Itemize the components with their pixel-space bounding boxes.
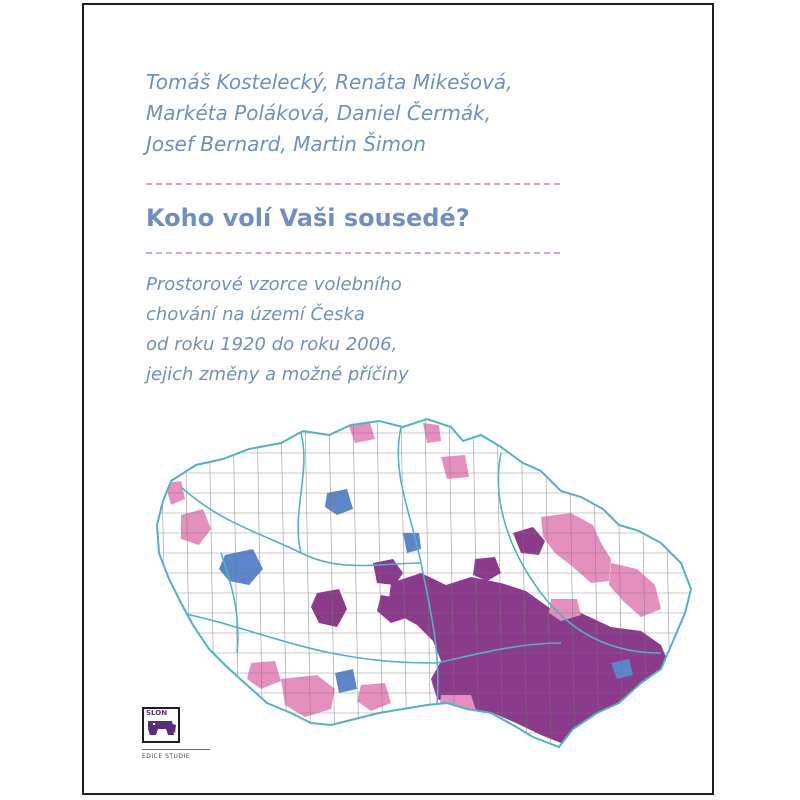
author-line: Josef Bernard, Martin Šimon	[146, 132, 426, 156]
subtitle-line: chování na území Česka	[146, 304, 365, 325]
book-cover	[82, 3, 714, 795]
subtitle-line: od roku 1920 do roku 2006,	[146, 334, 398, 355]
author-line: Tomáš Kostelecký, Renáta Mikešová,	[146, 70, 513, 94]
book-subtitle	[146, 270, 409, 390]
dashed-divider-bottom	[146, 252, 560, 254]
dashed-divider-top	[146, 183, 560, 185]
publisher-logo	[142, 707, 210, 761]
author-line: Markéta Poláková, Daniel Čermák,	[146, 101, 492, 125]
book-title: Koho volí Vaši sousedé?	[146, 204, 470, 232]
czech-districts-map	[141, 413, 693, 759]
logo-text: SLON	[146, 709, 168, 717]
logo-divider	[142, 749, 210, 750]
slon-logo-box	[142, 707, 180, 743]
authors	[146, 67, 666, 160]
subtitle-line: jejich změny a možné příčiny	[146, 364, 409, 385]
edition-label: EDICE STUDIE	[142, 753, 191, 760]
subtitle-line: Prostorové vzorce volebního	[146, 274, 402, 295]
